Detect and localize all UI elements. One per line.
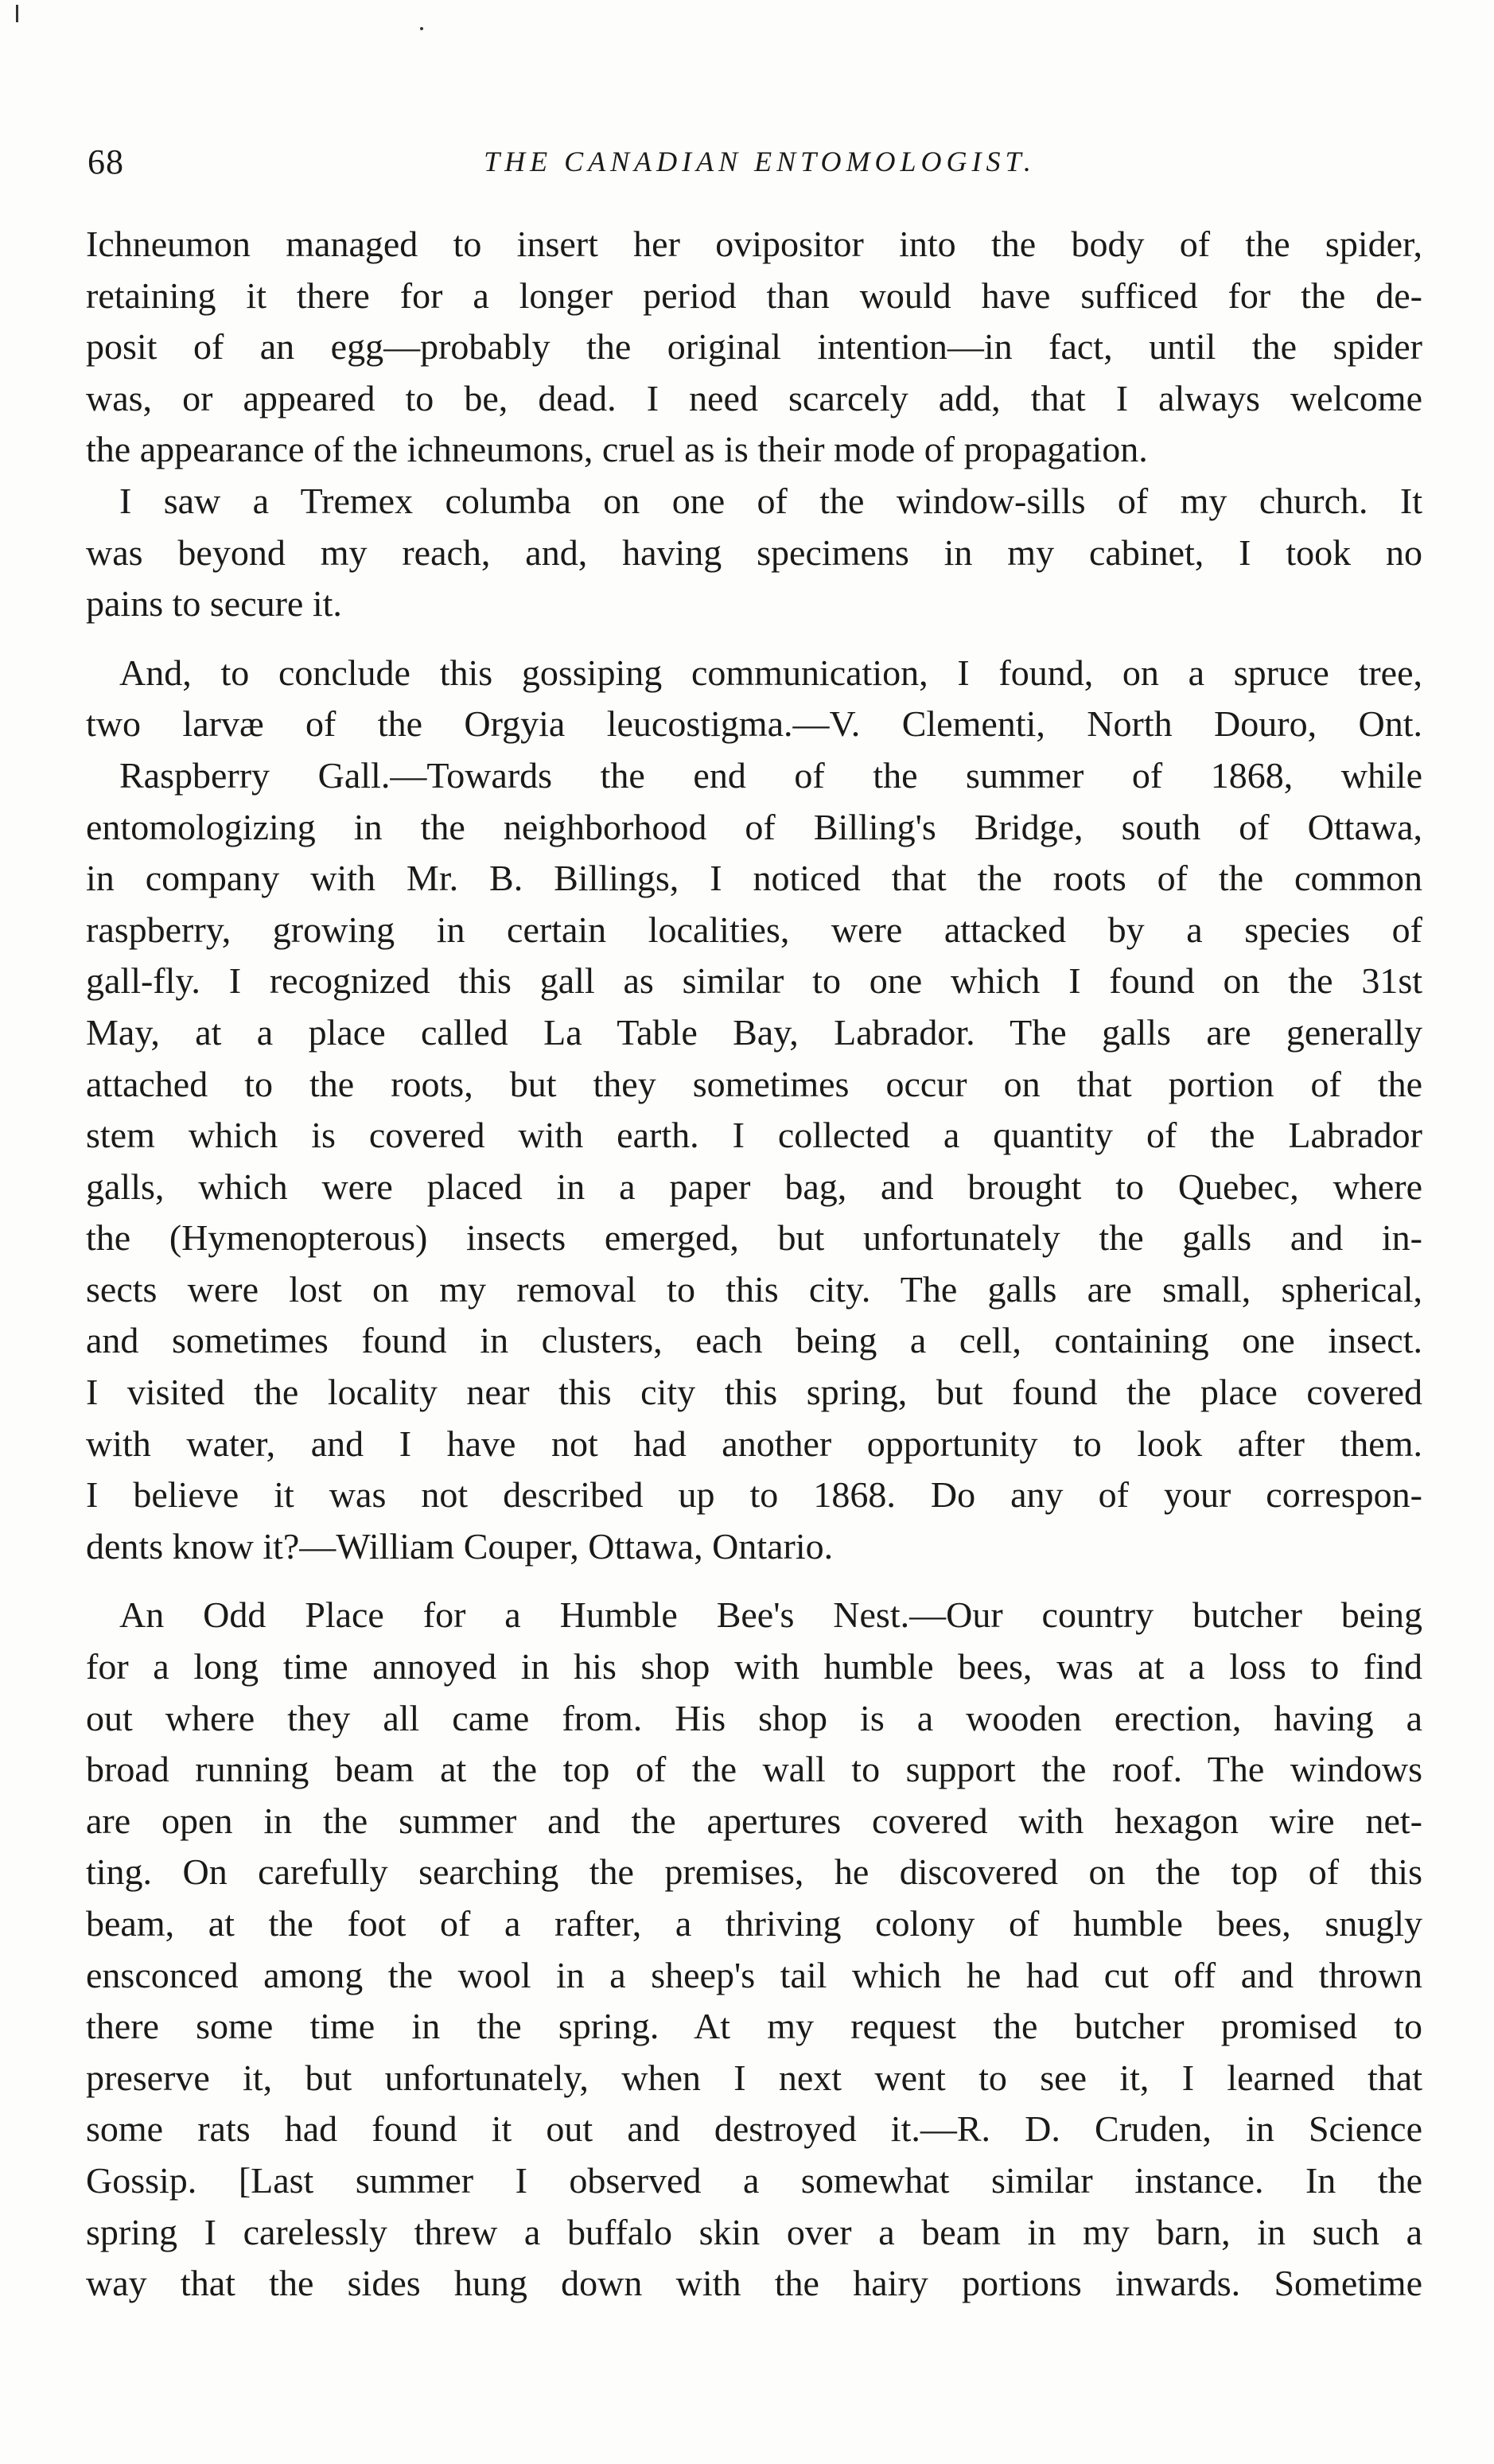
paragraph-tremex bbox=[86, 476, 1422, 630]
text-line: dents know it?—William Couper, Ottawa, Ontario. bbox=[86, 1525, 834, 1567]
paragraph-raspberry-gall bbox=[86, 750, 1422, 1573]
running-title: THE CANADIAN ENTOMOLOGIST. bbox=[484, 146, 1036, 177]
text-line: out where they all came from. His shop is a wooden erection, having a bbox=[86, 1697, 1422, 1738]
text-line: there some time in the spring. At my request the butcher promised to bbox=[86, 2006, 1422, 2047]
text-line: spring I carelessly threw a buffalo skin over a beam in my barn, in such a bbox=[86, 2211, 1422, 2252]
text-line: raspberry, growing in certain localities, were attacked by a species of bbox=[86, 909, 1422, 950]
text-line: beam, at the foot of a rafter, a thriving colony of humble bees, snugly bbox=[86, 1903, 1422, 1944]
text-line: stem which is covered with earth. I collected a quantity of the Labrador bbox=[86, 1115, 1422, 1156]
text-line: I visited the locality near this city this spring, but found the place covered bbox=[86, 1372, 1422, 1413]
text-line: are open in the summer and the apertures covered with hexagon wire net- bbox=[86, 1800, 1422, 1841]
text-line: attached to the roots, but they sometimes occur on that portion of the bbox=[86, 1063, 1422, 1104]
paragraph-ichneumon bbox=[86, 219, 1422, 476]
text-line: galls, which were placed in a paper bag, and brought to Quebec, where bbox=[86, 1166, 1422, 1207]
text-line: two larvæ of the Orgyia leucostigma.—V. Clementi, North Douro, Ont. bbox=[86, 703, 1422, 745]
text-line: was, or appeared to be, dead. I need scarcely add, that I always welcome bbox=[86, 377, 1422, 418]
text-line: and sometimes found in clusters, each being a cell, containing one insect. bbox=[86, 1320, 1422, 1361]
text-line: way that the sides hung down with the hairy portions inwards. Sometime bbox=[86, 2263, 1422, 2304]
text-line: pains to secure it. bbox=[86, 583, 342, 625]
paragraph-orgyia bbox=[86, 648, 1422, 750]
text-line: sects were lost on my removal to this city. The galls are small, spherical, bbox=[86, 1268, 1422, 1310]
text-line: some rats had found it out and destroyed it.—R. D. Cruden, in Science bbox=[86, 2108, 1422, 2150]
text-line: was beyond my reach, and, having specimens in my cabinet, I took no bbox=[86, 531, 1422, 573]
text-line: preserve it, but unfortunately, when I next went to see it, I learned that bbox=[86, 2057, 1422, 2098]
text-line: gall-fly. I recognized this gall as similar to one which I found on the 31st bbox=[86, 960, 1422, 1002]
text-line: with water, and I have not had another opportunity to look after them. bbox=[86, 1423, 1422, 1464]
text-line: broad running beam at the top of the wall to support the roof. The windows bbox=[86, 1749, 1422, 1790]
text-line: retaining it there for a longer period than would have sufficed for the de- bbox=[86, 274, 1422, 316]
text-line: May, at a place called La Table Bay, Labrador. The galls are generally bbox=[86, 1011, 1422, 1053]
text-line: posit of an egg—probably the original intention—in fact, until the spider bbox=[86, 326, 1422, 368]
scan-speck bbox=[16, 5, 18, 22]
text-line: in company with Mr. B. Billings, I noticed that the roots of the common bbox=[86, 858, 1422, 899]
scan-speck bbox=[420, 27, 423, 30]
text-line: the (Hymenopterous) insects emerged, but unfortunately the galls and in- bbox=[86, 1217, 1422, 1259]
page-header bbox=[88, 142, 1432, 189]
text-line: ting. On carefully searching the premises, he discovered on the top of this bbox=[86, 1851, 1422, 1893]
body-text bbox=[86, 219, 1422, 2310]
text-line: An Odd Place for a Humble Bee's Nest.—Our country butcher being bbox=[119, 1594, 1422, 1636]
text-line: for a long time annoyed in his shop with humble bees, was at a loss to find bbox=[86, 1646, 1422, 1687]
text-line: Gossip. [Last summer I observed a somewhat similar instance. In the bbox=[86, 2159, 1422, 2201]
text-line: Raspberry Gall.—Towards the end of the summer of 1868, while bbox=[119, 754, 1422, 796]
text-line: the appearance of the ichneumons, cruel as is their mode of propagation. bbox=[86, 429, 1148, 470]
page-number: 68 bbox=[88, 142, 124, 181]
paragraph-gap bbox=[86, 630, 1422, 648]
text-line: Ichneumon managed to insert her ovipositor into the body of the spider, bbox=[86, 224, 1422, 264]
text-line: And, to conclude this gossiping communication, I found, on a spruce tree, bbox=[119, 652, 1422, 693]
text-line: I believe it was not described up to 1868. Do any of your correspon- bbox=[86, 1474, 1422, 1516]
paragraph-humble-bee bbox=[86, 1590, 1422, 2309]
text-line: ensconced among the wool in a sheep's tail which he had cut off and thrown bbox=[86, 1954, 1422, 1995]
paragraph-gap bbox=[86, 1572, 1422, 1590]
text-line: I saw a Tremex columba on one of the window-sills of my church. It bbox=[119, 480, 1422, 521]
text-line: entomologizing in the neighborhood of Billing's Bridge, south of Ottawa, bbox=[86, 806, 1422, 847]
